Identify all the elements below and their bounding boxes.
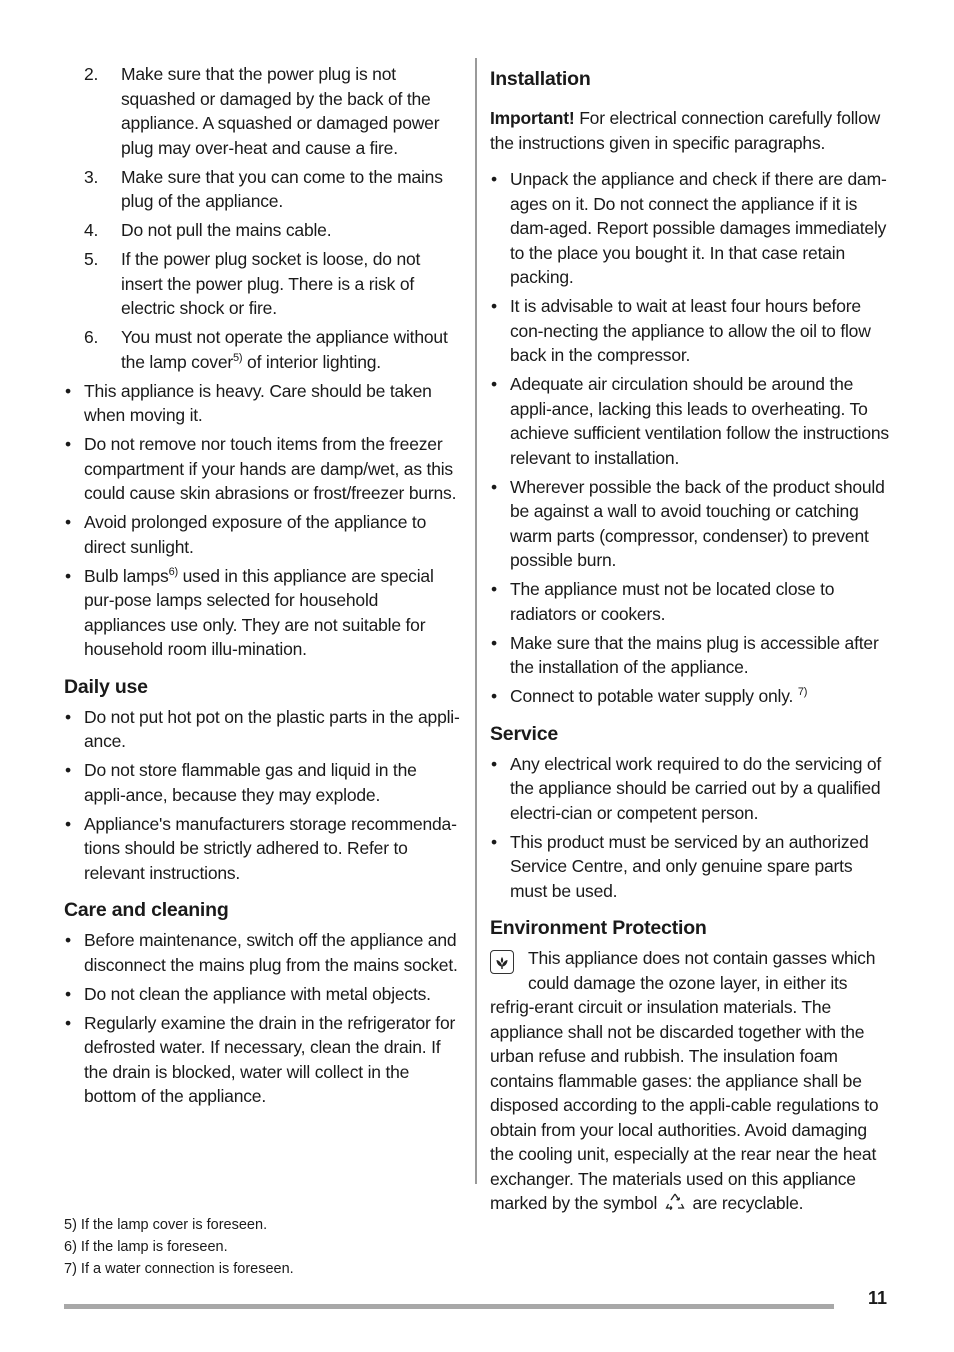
list-item [490, 167, 890, 290]
bullet: • [65, 1012, 71, 1033]
environment-icon [490, 950, 514, 974]
list-item [84, 165, 462, 214]
bullet: • [65, 930, 71, 950]
list-item [490, 684, 890, 709]
safety-bullets [64, 379, 462, 662]
bullet: • [491, 753, 497, 774]
item-text: Make sure that you can come to the mains plug of the appliance. [121, 166, 443, 211]
item-text: Appliance's manufacturers storage recommenda-tions should be strictly adhered to. Refer to relevant instructions. [84, 813, 457, 883]
heading-daily-use: Daily use [64, 675, 148, 698]
item-text: Do not remove nor touch items from the freezer compartment if your hands are damp/wet, as this could cause skin abrasions or frost/freezer burns. [84, 434, 457, 503]
heading-installation: Installation [490, 68, 591, 90]
list-item [490, 631, 890, 680]
list-item [64, 812, 462, 886]
important-text: For electrical connection carefully follow the instructions given in specific paragraphs. [490, 108, 881, 153]
item-text: This appliance is heavy. Care should be taken when moving it. [84, 380, 432, 425]
item-text: Do not pull the mains cable. [121, 220, 332, 240]
bullet: • [491, 169, 497, 189]
bullet: • [491, 374, 497, 394]
item-text: The appliance must not be located close to radiators or cookers. [510, 579, 835, 624]
item-number: 4. [84, 220, 99, 240]
bullet: • [65, 512, 71, 532]
list-item [84, 247, 462, 321]
list-item [64, 982, 462, 1007]
list-item [64, 564, 462, 662]
item-text: Adequate air circulation should be around the appli-ance, lacking this leads to overheating. To achieve sufficient ventilation follow the instructions relevant to installation. [510, 374, 889, 468]
environment-text-main: This appliance does not contain gasses which could damage the ozone layer, in either its refrig-erant circuit or insulation materials. The appliance shall not be discarded together with the urban refuse and rubbish. The insulation foam contains flammable gases: the appliance shall be disposed according to the appli-cable regulations to obtain from your local authorities. Avoid damaging the cooling unit, especially at the rear near the heat exchanger. The materials used on this appliance marked by the symbol [490, 948, 879, 1213]
important-note [490, 106, 890, 155]
list-item [490, 372, 890, 470]
list-item [490, 475, 890, 573]
item-text: Do not store flammable gas and liquid in the appli-ance, because they may explode. [84, 760, 417, 805]
item-text: Connect to potable water supply only. [510, 686, 798, 706]
list-item [490, 577, 890, 626]
care-list [64, 928, 462, 1109]
item-number: 6. [84, 327, 99, 347]
item-text: used in this appliance are special pur-pose lamps selected for household appliances use only. They are not suitable for household room illu-mination. [84, 565, 434, 659]
footnote: 5) If the lamp cover is foreseen. [64, 1217, 268, 1233]
bullet: • [65, 813, 71, 834]
item-text: You must not operate the appliance without the lamp cover [121, 327, 448, 372]
item-text: Make sure that the power plug is not squashed or damaged by the back of the appliance. A squashed or damaged power plug may over-heat and cause a fire. [121, 64, 440, 158]
bullet: • [491, 831, 497, 852]
bullet: • [65, 434, 71, 454]
item-text: Do not put hot pot on the plastic parts in the appli-ance. [84, 706, 460, 751]
item-text: Do not clean the appliance with metal objects. [84, 983, 431, 1004]
item-text: of interior lighting. [242, 351, 381, 372]
environment-text [490, 946, 890, 1219]
item-text: This product must be serviced by an authorized Service Centre, and only genuine spare parts must be used. [510, 831, 869, 901]
footnote: 6) If the lamp is foreseen. [64, 1239, 228, 1255]
footnote: 7) If a water connection is foreseen. [64, 1261, 294, 1277]
footer-rule [64, 1304, 834, 1309]
item-text: Regularly examine the drain in the refrigerator for defrosted water. If necessary, clean the drain. If the drain is blocked, water will collect in the bottom of the appliance. [84, 1012, 456, 1106]
item-text: Any electrical work required to do the servicing of the appliance should be carried out by a qualified electri-cian or competent person. [510, 753, 882, 823]
page-number: 11 [868, 1288, 888, 1308]
item-number: 5. [84, 249, 99, 269]
list-item [84, 325, 462, 374]
heading-environment: Environment Protection [490, 917, 707, 939]
list-item [84, 62, 462, 160]
list-item [64, 432, 462, 506]
recycle-icon [664, 1192, 686, 1219]
item-text: It is advisable to wait at least four hours before con-necting the appliance to allow the oil to flow back in the compressor. [510, 296, 871, 365]
item-text: Unpack the appliance and check if there are dam-ages on it. Do not connect the appliance if it is dam-aged. Report possible damages immediately to the place you bought it. In that case retain packing. [510, 169, 887, 287]
list-item [84, 218, 462, 243]
left-column [64, 62, 462, 1113]
item-text: Avoid prolonged exposure of the appliance to direct sunlight. [84, 512, 427, 557]
bullet: • [491, 296, 497, 316]
item-number: 2. [84, 64, 99, 84]
list-item [490, 752, 890, 826]
bullet: • [65, 380, 71, 401]
environment-text-end: are recyclable. [687, 1193, 804, 1213]
heading-service: Service [490, 722, 558, 745]
numbered-list [64, 62, 462, 374]
bullet: • [491, 476, 497, 497]
column-divider [475, 58, 477, 1184]
list-item [64, 379, 462, 428]
footnote-ref: 6) [168, 565, 178, 578]
list-item [64, 705, 462, 754]
item-text: Bulb lamps [84, 565, 169, 586]
list-item [64, 928, 462, 977]
list-item [490, 830, 890, 904]
item-number: 3. [84, 166, 99, 187]
bullet: • [491, 579, 497, 599]
bullet: • [65, 706, 71, 727]
item-text: Make sure that the mains plug is accessible after the installation of the appliance. [510, 632, 879, 677]
list-item [490, 294, 890, 368]
right-column [490, 62, 890, 1219]
footnote-ref: 7) [797, 686, 808, 698]
list-item [64, 1011, 462, 1109]
footnotes [64, 1214, 294, 1280]
list-item [64, 510, 462, 559]
list-item [64, 758, 462, 807]
footnote-ref: 5) [232, 351, 243, 364]
item-text: Before maintenance, switch off the appliance and disconnect the mains plug from the mains socket. [84, 930, 458, 975]
bullet: • [65, 565, 71, 586]
bullet: • [65, 760, 71, 780]
item-text: Wherever possible the back of the product should be against a wall to avoid touching or catching warm parts (compressor, condenser) to prevent possible burn. [510, 476, 885, 570]
important-label: Important! [490, 108, 575, 128]
service-list [490, 752, 890, 904]
installation-list [490, 167, 890, 709]
bullet: • [491, 686, 497, 706]
heading-care-cleaning: Care and cleaning [64, 899, 229, 921]
bullet: • [65, 983, 71, 1004]
item-text: If the power plug socket is loose, do not insert the power plug. There is a risk of electric shock or fire. [121, 249, 421, 318]
daily-use-list [64, 705, 462, 886]
bullet: • [491, 632, 497, 653]
